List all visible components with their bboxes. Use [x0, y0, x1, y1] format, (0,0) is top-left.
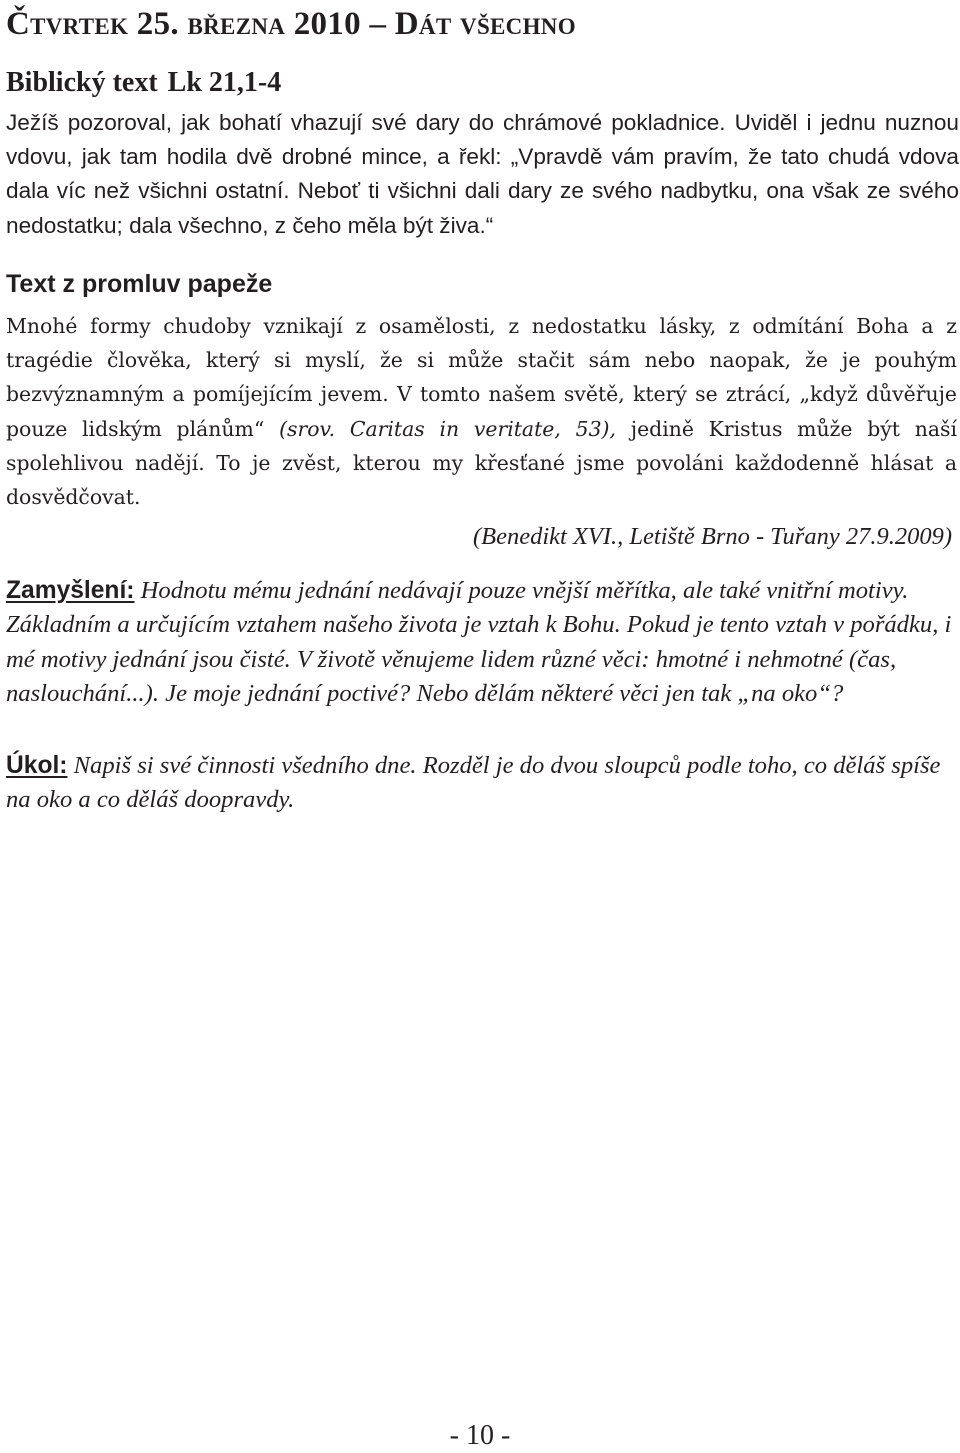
task-text: Napiš si své činnosti všedního dne. Rozděl je do dvou sloupců podle toho, co děláš spíše na oko a co děláš doopravdy. — [6, 752, 941, 814]
pope-text-part-2: jedině Kristus může být naší spolehlivou nadějí. To je zvěst, kterou my křesťané jsme povoláni každodenně hlásat a dosvědčovat. — [6, 416, 958, 510]
pope-citation: (srov. Caritas in veritate, 53), — [279, 416, 616, 441]
biblical-text: Ježíš pozoroval, jak bohatí vhazují své dary do chrámové pokladnice. Uviděl i jednu nuznou vdovu, jak tam hodila dvě drobné mince, a řekl: „Vpravdě vám pravím, že tato chudá vdova dala víc než všichni ostatní. Neboť ti všichni dali dary ze svého nadbytku, ona však ze svého nedostatku; dala všechno, z čeho měla být živa.“ — [6, 110, 959, 238]
task-paragraph — [6, 749, 959, 818]
reflection-paragraph — [6, 574, 959, 712]
biblical-text-label: Biblický text — [6, 67, 158, 98]
biblical-reference: Lk 21,1-4 — [167, 67, 282, 98]
task-label: Úkol: — [6, 752, 68, 779]
reflection-text: Hodnotu mému jednání nedávají pouze vnější měřítka, ale také vnitřní motivy. Základním a určujícím vztahem našeho života je vztah k Bohu. Pokud je tento vztah v pořádku, i mé motivy jednání jsou čisté. V životě věnujeme lidem různé věci: hmotné i nehmotné (čas, naslouchání...). Je moje jednání poctivé? Nebo dělám některé věci jen tak „na oko“? — [6, 577, 952, 708]
biblical-text-heading — [6, 66, 281, 100]
pope-text-part-1: Mnohé formy chudoby vznikají z osamělosti, z nedostatku lásky, z odmítání Boha a z tragédie člověka, který si myslí, že si může stačit sám nebo naopak, že je pouhým bezvýznamným a pomíjejícím jevem. V tomto našem světě, který se ztrácí, „když důvěřuje pouze lidským plánům“ — [6, 314, 957, 441]
pope-text — [6, 309, 957, 514]
reflection-label: Zamyšlení: — [6, 577, 135, 604]
page-title: Čtvrtek 25. března 2010 – Dát všechno — [6, 6, 576, 42]
pope-source: (Benedikt XVI., Letiště Brno - Tuřany 27.9.2009) — [472, 523, 952, 550]
page-number: - 10 - — [449, 1420, 511, 1451]
pope-text-heading: Text z promluv papeže — [6, 270, 273, 298]
